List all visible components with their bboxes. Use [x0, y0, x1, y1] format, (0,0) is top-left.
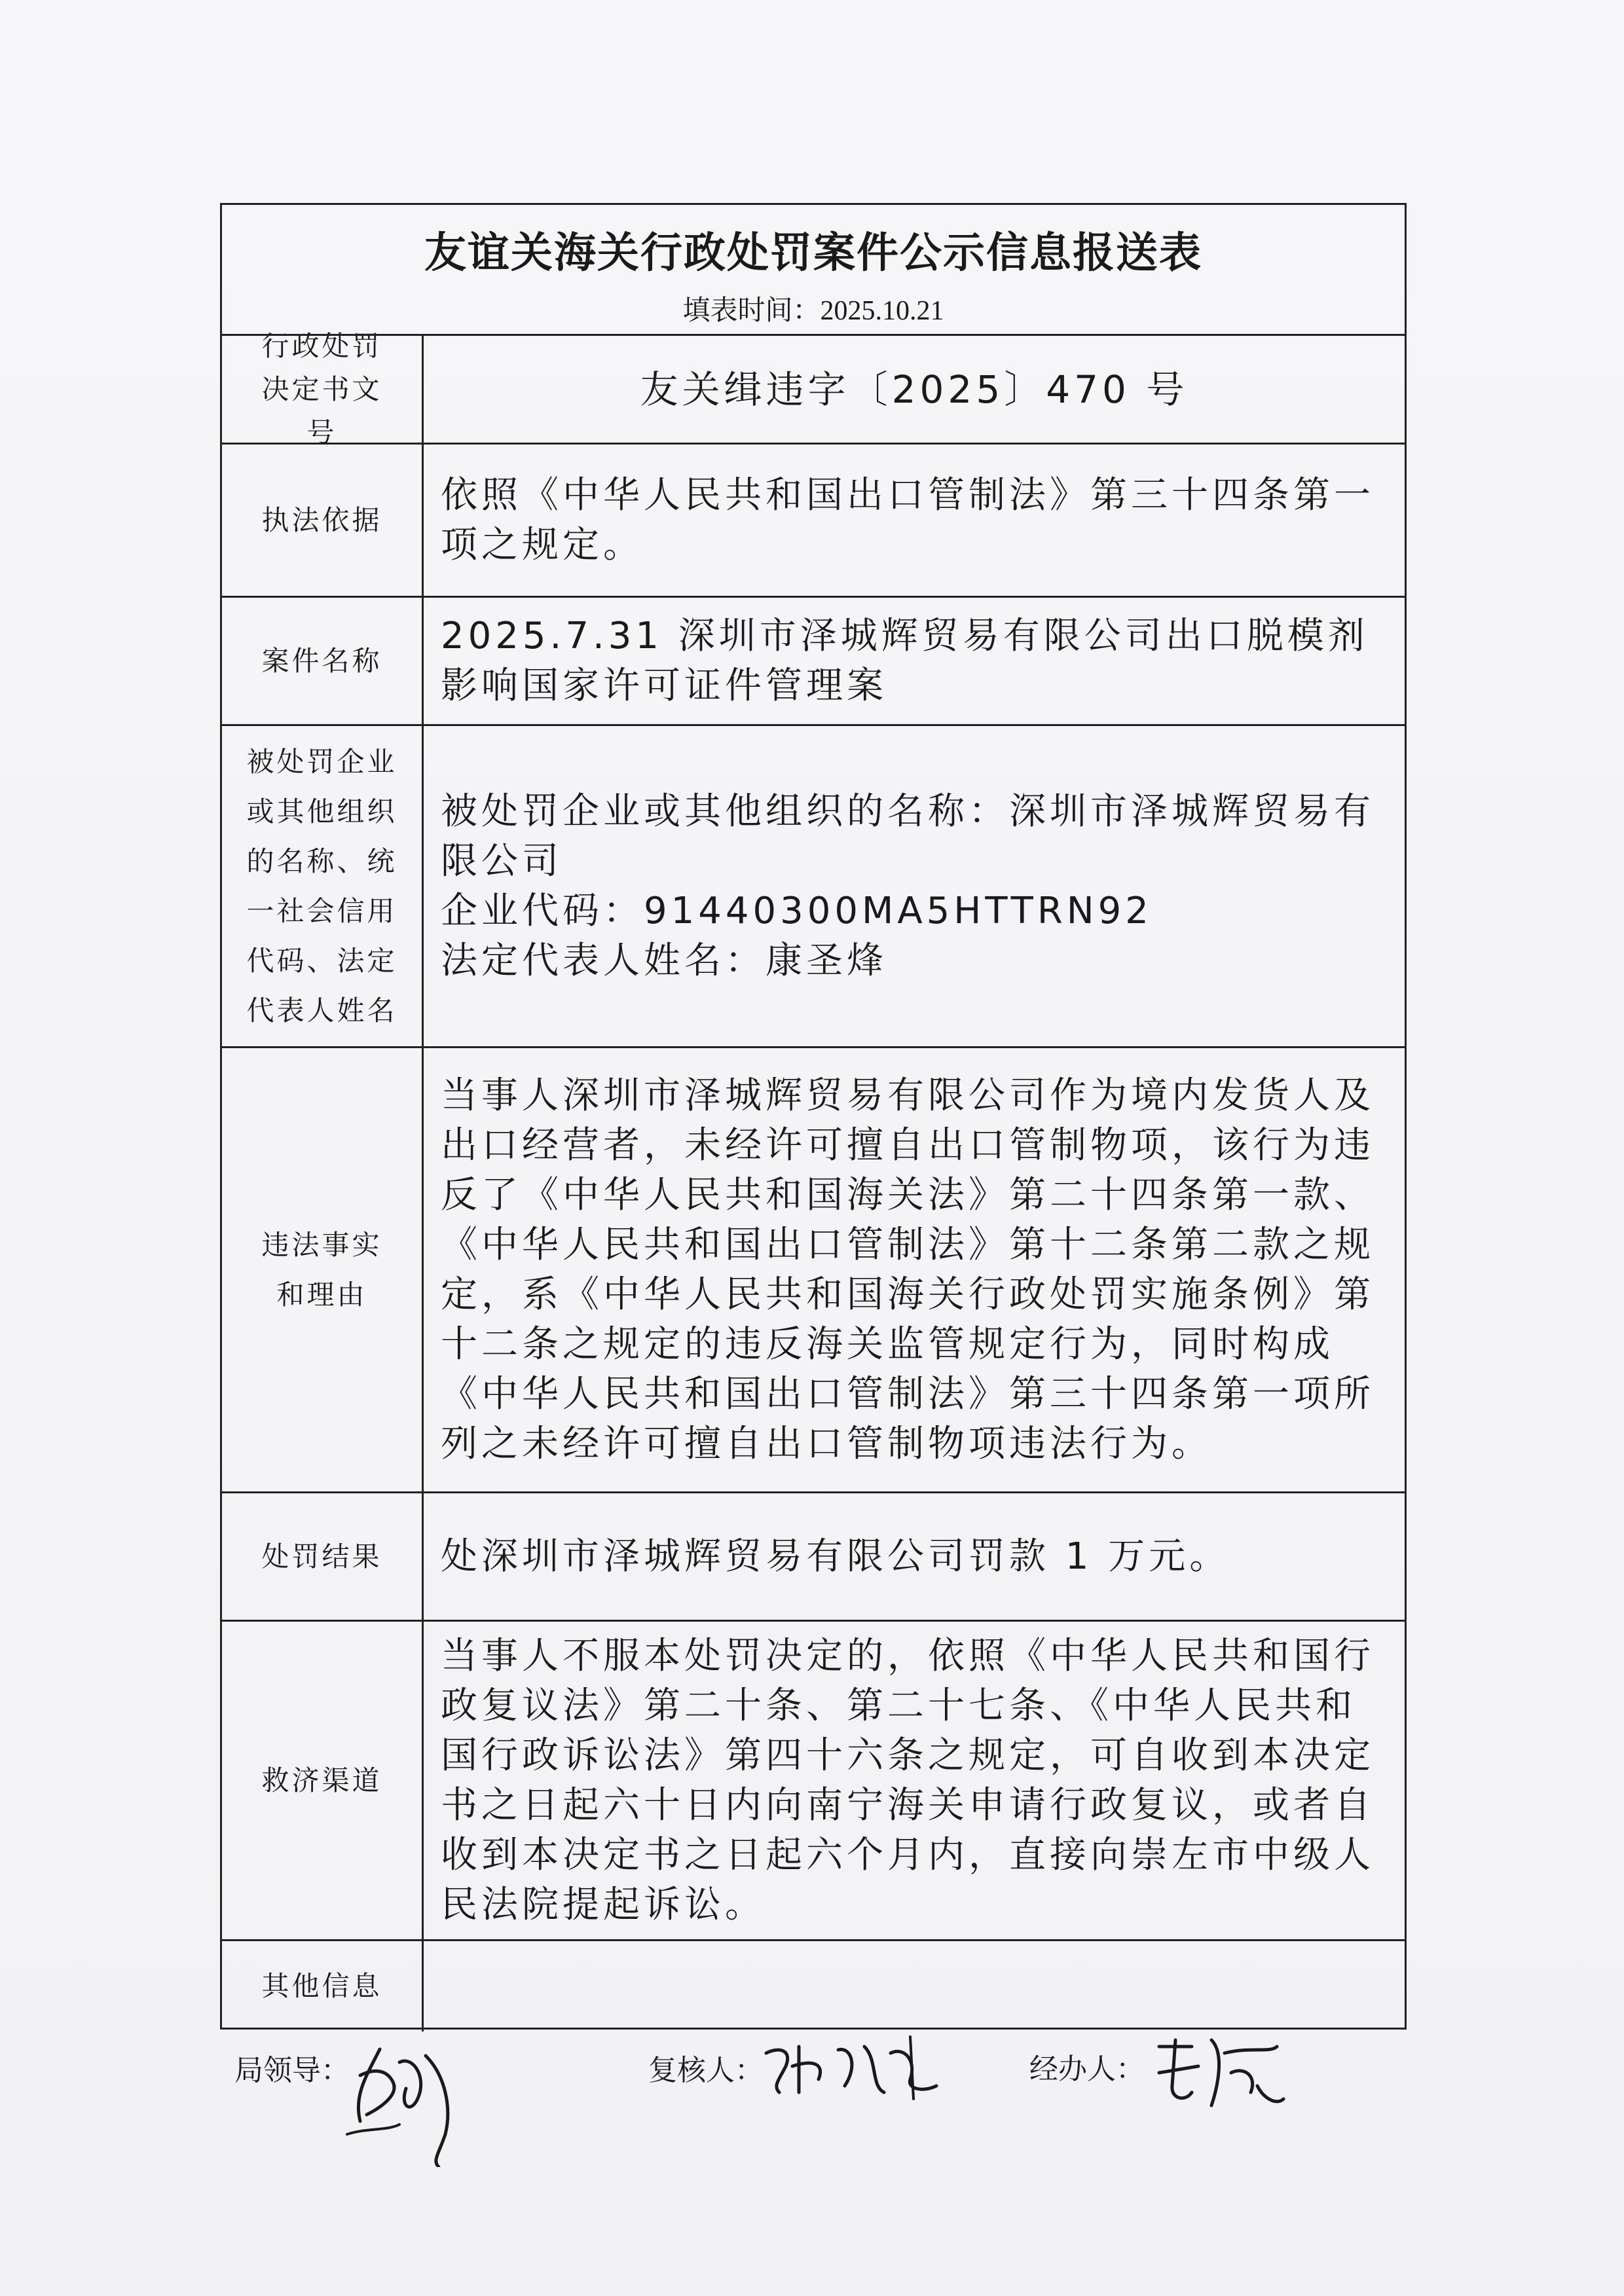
row-value-decision-number [424, 336, 1405, 445]
decision-number-text: 友关缉违字〔2025〕470 号 [640, 367, 1189, 412]
row-label-remedy: 救济渠道 [222, 1622, 424, 1941]
row-value-penalized-entity [424, 726, 1405, 1048]
fill-time-value: 2025.10.21 [820, 296, 944, 326]
leader-label: 局领导： [234, 2054, 350, 2087]
row-label-penalty-result: 处罚结果 [222, 1493, 424, 1622]
facts-reasons-text: 当事人深圳市泽城辉贸易有限公司作为境内发货人及出口经营者，未经许可擅自出口管制物项，该行为违反了《中华人民共和国海关法》第二十四条第一款、《中华人民共和国出口管制法》第十二条第二款之规定，系《中华人民共和国海关行政处罚实施条例》第十二条之规定的违反海关监管规定行为，同时构成《中华人民共和国出口管制法》第三十四条第一项所列之未经许可擅自出口管制物项违法行为。 [441, 1074, 1375, 1465]
row-value-legal-basis [424, 445, 1405, 598]
case-name-text: 2025.7.31 深圳市泽城辉贸易有限公司出口脱模剂影响国家许可证件管理案 [441, 614, 1369, 707]
handler-label: 经办人： [1029, 2052, 1145, 2086]
row-value-penalty-result [424, 1493, 1405, 1622]
fill-time [222, 289, 1405, 328]
disclosure-form-table [220, 203, 1407, 2030]
form-title: 友谊关海关行政处罚案件公示信息报送表 [424, 228, 1202, 278]
form-header [222, 205, 1405, 336]
reviewer-signature [760, 2033, 943, 2105]
row-value-remedy [424, 1622, 1405, 1941]
row-label-case-name: 案件名称 [222, 598, 424, 726]
row-value-case-name [424, 598, 1405, 726]
signature-row [0, 2040, 1624, 2184]
penalty-result-text: 处深圳市泽城辉贸易有限公司罚款 1 万元。 [441, 1535, 1230, 1578]
row-value-facts-reasons [424, 1048, 1405, 1493]
row-value-other-info [424, 1941, 1405, 2032]
penalized-entity-text: 被处罚企业或其他组织的名称：深圳市泽城辉贸易有限公司 企业代码：91440300MA5HTTRN92 法定代表人姓名：康圣烽 [441, 790, 1375, 982]
reviewer-label: 复核人： [648, 2054, 764, 2087]
row-label-decision-number: 行政处罚决定书文号 [222, 336, 424, 445]
fill-time-label: 填表时间： [682, 296, 821, 326]
row-label-legal-basis: 执法依据 [222, 445, 424, 598]
legal-basis-text: 依照《中华人民共和国出口管制法》第三十四条第一项之规定。 [441, 473, 1375, 566]
leader-signature [341, 2036, 485, 2167]
handler-signature [1146, 2027, 1290, 2119]
remedy-text: 当事人不服本处罚决定的，依照《中华人民共和国行政复议法》第二十条、第二十七条、《中华人民共和国行政诉讼法》第四十六条之规定，可自收到本决定书之日起六十日内向南宁海关申请行政复议，或者自收到本决定书之日起六个月内，直接向崇左市中级人民法院提起诉讼。 [441, 1634, 1375, 1926]
row-label-penalized-entity: 被处罚企业或其他组织的名称、统一社会信用代码、法定代表人姓名 [222, 726, 424, 1048]
row-label-facts-reasons: 违法事实和理由 [222, 1048, 424, 1493]
row-label-other-info: 其他信息 [222, 1941, 424, 2032]
